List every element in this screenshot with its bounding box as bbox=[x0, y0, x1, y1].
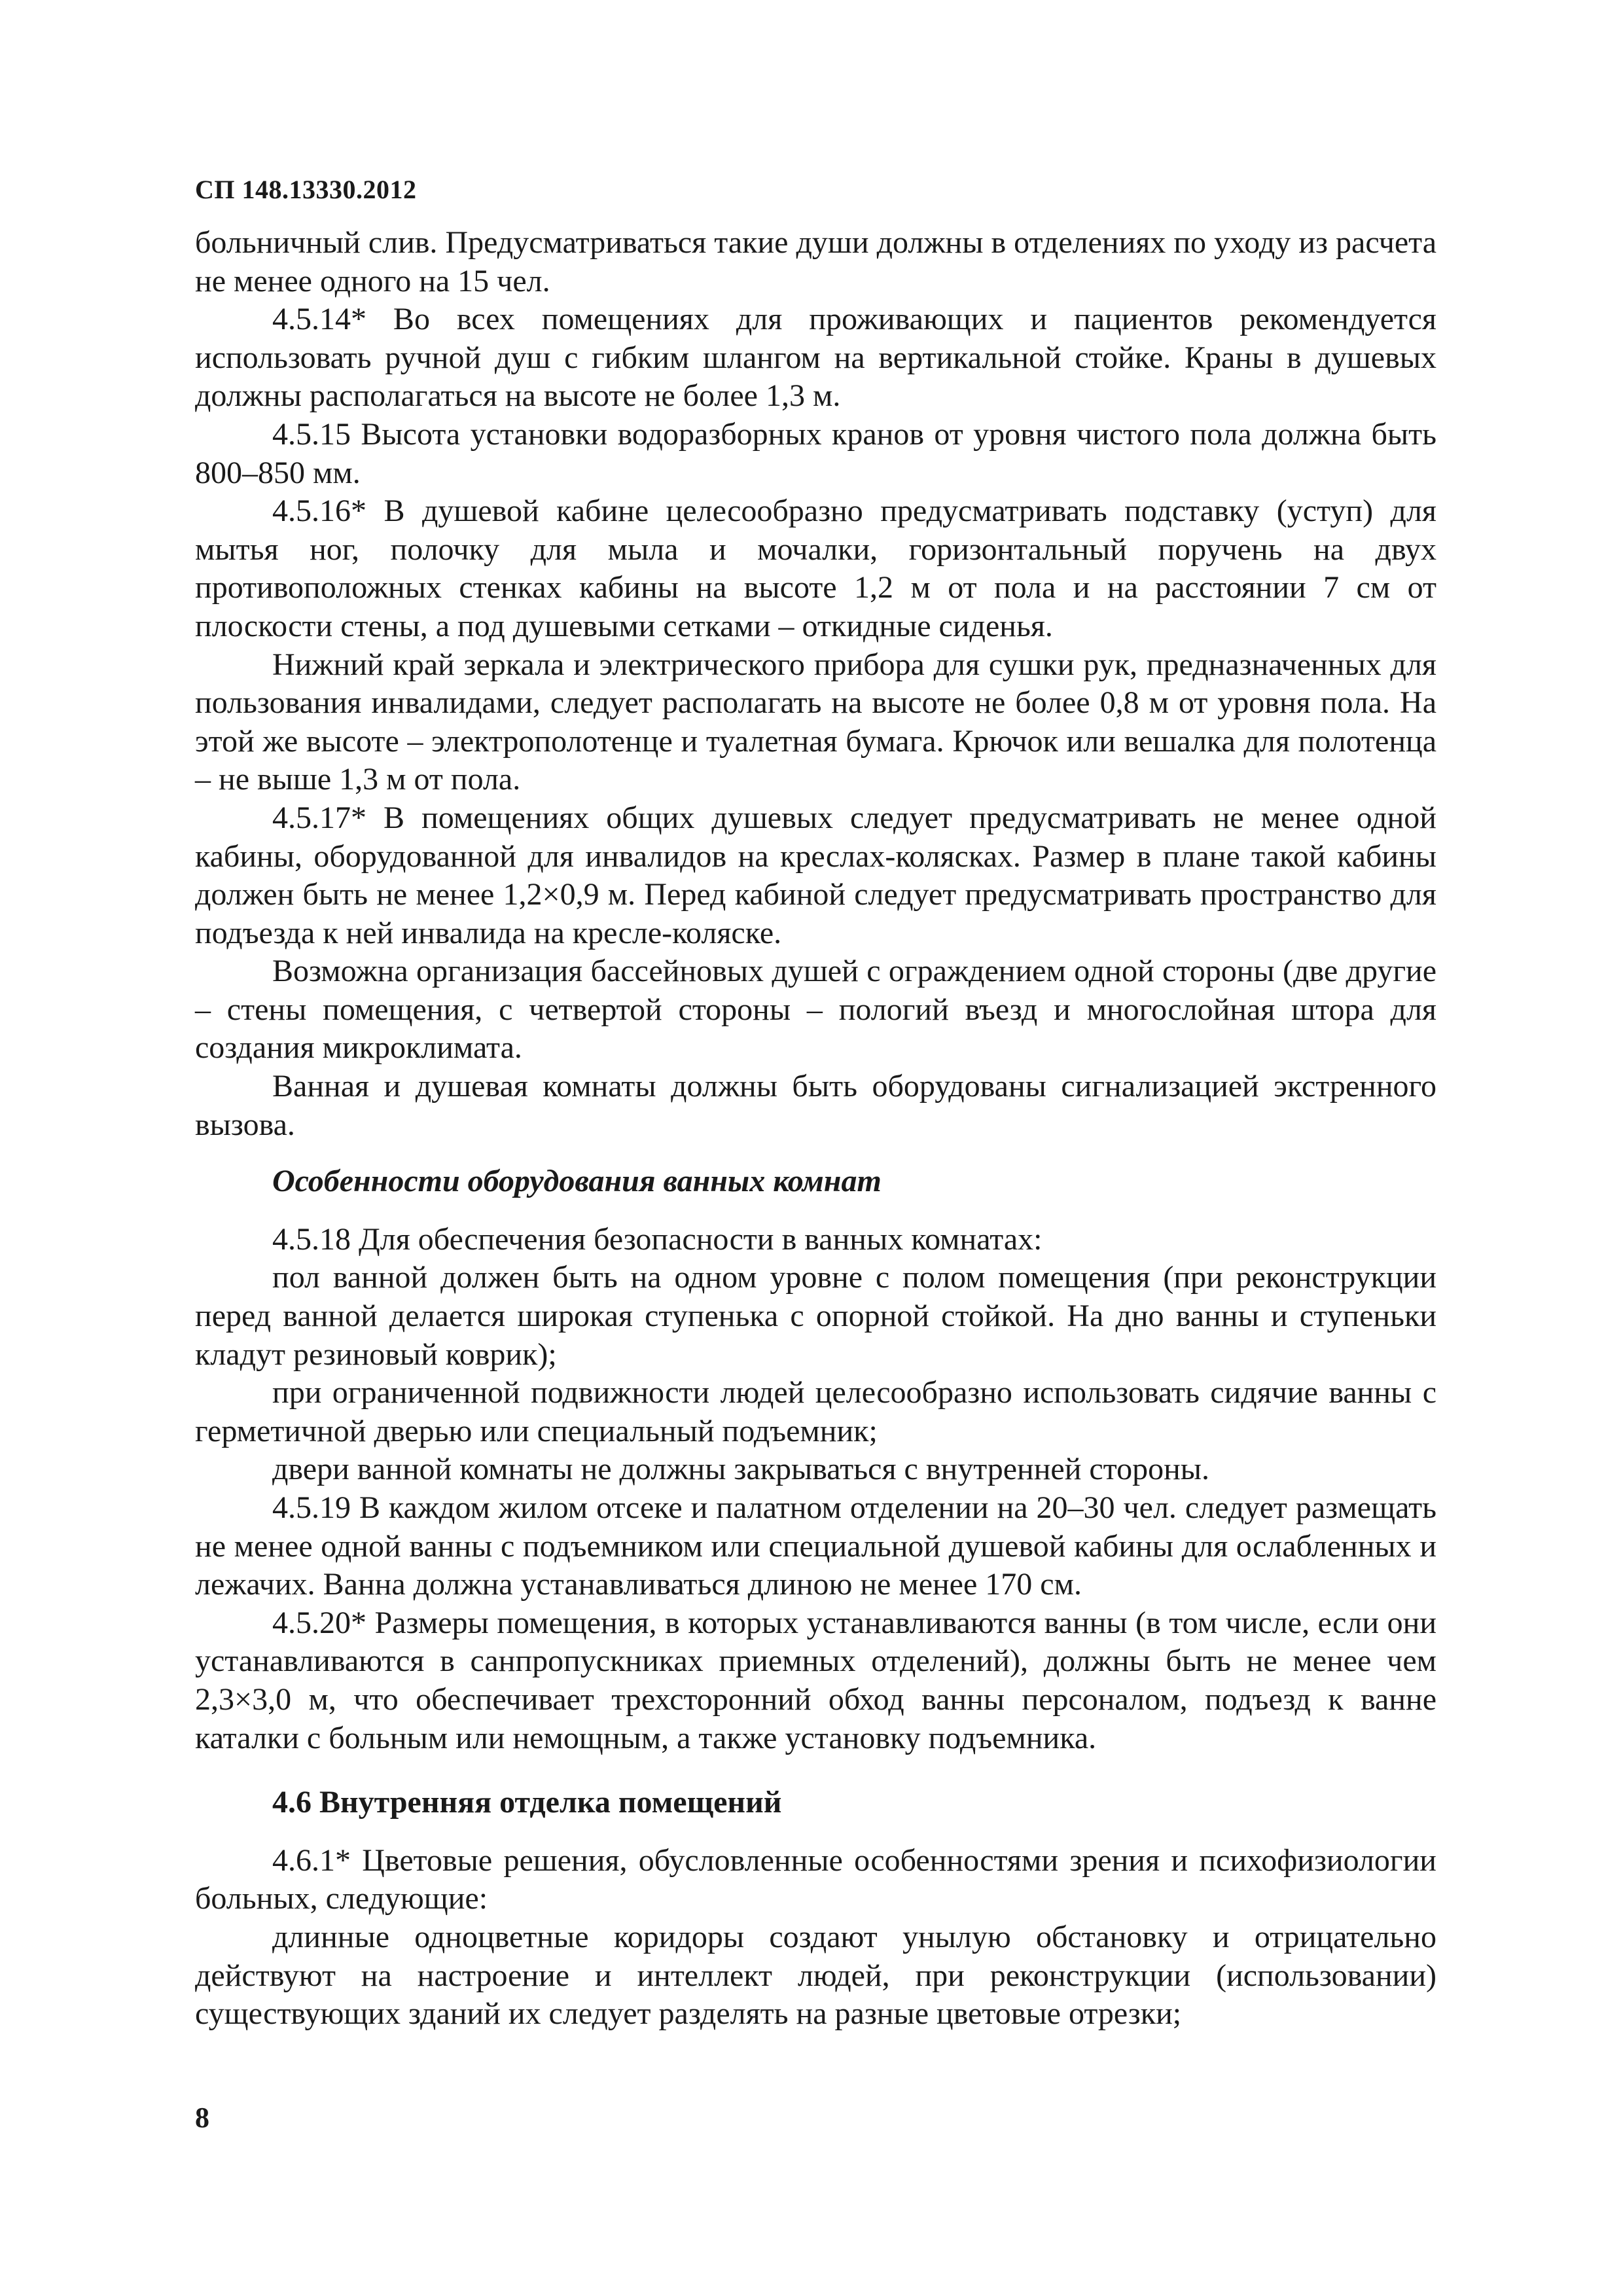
subheading-bathroom-equipment: Особенности оборудования ванных комнат bbox=[272, 1164, 882, 1199]
paragraph-mirror-height: Нижний край зеркала и электрического прибора для сушки рук, предназначенных для пользования инвалидами, следует располагать на высоте не более 0,8 м от уровня пола. На этой же высоте – электрополотенце и туалетная бумага. Крючок или вешалка для полотенца – не выше 1,3 м от пола. bbox=[195, 647, 1436, 797]
paragraph-4-5-15: 4.5.15 Высота установки водоразборных кранов от уровня чистого пола должна быть 800–850 мм. bbox=[195, 416, 1436, 490]
paragraph-bath-doors: двери ванной комнаты не должны закрываться с внутренней стороны. bbox=[272, 1452, 1210, 1487]
paragraph-bath-floor: пол ванной должен быть на одном уровне с полом помещения (при реконструкции перед ванной делается широкая ступенька с опорной стойкой. На дно ванны и ступеньки кладут резиновый коврик); bbox=[195, 1260, 1436, 1372]
paragraph-4-5-19: 4.5.19 В каждом жилом отсеке и палатном отделении на 20–30 чел. следует размещать не менее одной ванны с подъемником или специальной душевой кабины для ослабленных и лежачих. Ванна должна устанавливаться длиною не менее 170 см. bbox=[195, 1490, 1436, 1602]
document-body bbox=[195, 224, 1436, 2034]
paragraph-sitting-baths: при ограниченной подвижности людей целесообразно использовать сидячие ванны с герметичной дверью или специальный подъемник; bbox=[195, 1375, 1436, 1448]
paragraph-continuation: больничный слив. Предусматриваться такие души должны в отделениях по уходу из расчета не менее одного на 15 чел. bbox=[195, 225, 1436, 298]
paragraph-4-5-18: 4.5.18 Для обеспечения безопасности в ванных комнатах: bbox=[272, 1221, 1043, 1257]
paragraph-pool-showers: Возможна организация бассейновых душей с ограждением одной стороны (две другие – стены помещения, с четвертой стороны – пологий въезд и многослойная штора для создания микроклимата. bbox=[195, 954, 1436, 1066]
paragraph-emergency-alarm: Ванная и душевая комнаты должны быть оборудованы сигнализацией экстренного вызова. bbox=[195, 1069, 1436, 1142]
page-number: 8 bbox=[195, 2102, 209, 2134]
paragraph-4-6-1: 4.6.1* Цветовые решения, обусловленные особенностями зрения и психофизиологии больных, следующие: bbox=[195, 1842, 1436, 1916]
paragraph-4-5-17: 4.5.17* В помещениях общих душевых следует предусматривать не менее одной кабины, оборудованной для инвалидов на креслах-колясках. Размер в плане такой кабины должен быть не менее 1,2×0,9 м. Перед кабиной следует предусматривать пространство для подъезда к ней инвалида на кресле-коляске. bbox=[195, 800, 1436, 950]
paragraph-4-5-16: 4.5.16* В душевой кабине целесообразно предусматривать подставку (уступ) для мытья ног, полочку для мыла и мочалки, горизонтальный поручень на двух противоположных стенках кабины на высоте 1,2 м от пола и на расстоянии 7 см от плоскости стены, а под душевыми сетками – откидные сиденья. bbox=[195, 493, 1436, 643]
paragraph-4-5-14: 4.5.14* Во всех помещениях для проживающих и пациентов рекомендуется использовать ручной душ с гибким шлангом на вертикальной стойке. Краны в душевых должны располагаться на высоте не более 1,3 м. bbox=[195, 302, 1436, 414]
section-heading-4-6: 4.6 Внутренняя отделка помещений bbox=[272, 1785, 782, 1820]
paragraph-corridors: длинные одноцветные коридоры создают унылую обстановку и отрицательно действуют на настроение и интеллект людей, при реконструкции (использовании) существующих зданий их следует разделять на разные цветовые отрезки; bbox=[195, 1919, 1436, 2032]
document-code-header: СП 148.13330.2012 bbox=[195, 175, 417, 204]
paragraph-4-5-20: 4.5.20* Размеры помещения, в которых устанавливаются ванны (в том числе, если они устанавливаются в санпропускниках приемных отделений), должны быть не менее чем 2,3×3,0 м, что обеспечивает трехсторонний обход ванны персоналом, подъезд к ванне каталки с больным или немощным, а также установку подъемника. bbox=[195, 1605, 1436, 1755]
